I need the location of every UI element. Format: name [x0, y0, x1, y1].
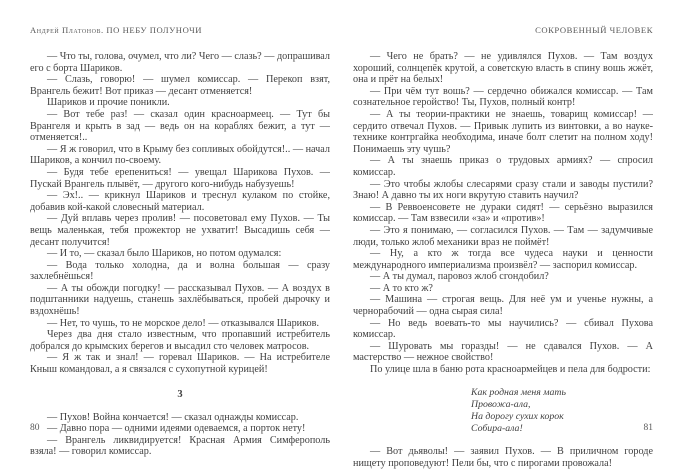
paragraph: — Эх!.. — крикнул Шариков и треснул кулаком по стойке, добавив кой-какой словесный материал.: [30, 190, 330, 213]
section-number: 3: [177, 388, 183, 400]
paragraph: — Давно пора — одними идеями одеваемся, а порток нету!: [47, 423, 306, 435]
running-head-right: СОКРОВЕННЫЙ ЧЕЛОВЕК: [535, 25, 653, 35]
page-number-right: 81: [643, 423, 653, 433]
verse-line: Как родная меня мать: [471, 386, 566, 398]
paragraph: — Будя тебе ерепениться! — увещал Шарикова Пухов. — Пускай Врангель плывёт, — другого кого-нибудь набузуешь!: [30, 166, 330, 190]
page-left-body: [30, 51, 330, 376]
paragraph: — Чего не брать? — не удивлялся Пухов. — Там воздух хороший, солнцепёк крутой, а советскую власть в спину вошь жжёт, она и прёт на белых!: [353, 51, 653, 86]
paragraph: — Слазь, говорю! — шумел комиссар. — Перекоп взят, Врангель бежит! Вот приказ — десант отменяется!: [30, 74, 330, 97]
running-head-left: Андрей Платонов. ПО НЕБУ ПОЛУНОЧИ: [30, 25, 202, 35]
verse-line: Провожа-ала,: [471, 398, 531, 410]
paragraph: — А ты обожди погодку! — рассказывал Пухов. — А воздух в подштанники надуешь, станешь захлёбываться, пробей дырочку и вздохнёшь!: [30, 282, 330, 318]
paragraph: — А ты знаешь приказ о трудовых армиях? — спросил комиссар.: [353, 155, 653, 178]
page-left-section-body: [30, 412, 330, 458]
paragraph: Через два дня стало известным, что пропавший истребитель добрался до крымских берегов и высадил сто человек матросов.: [30, 329, 330, 352]
paragraph: — Что ты, голова, очумел, что ли? Чего — слазь? — допрашивал его с борта Шариков.: [30, 51, 330, 74]
paragraph: — А ты теории-практики не знаешь, товарищ комиссар! — сердито отвечал Пухов. — Привык лупить из винтовки, а во науке-технике контргайка необходима, иначе болт слетит на полном ходу! Понимаешь эту чушь?: [353, 108, 653, 155]
page-right: [340, 0, 680, 470]
paragraph: — Врангель ликвидируется! Красная Армия Симферополь взяла! — говорил комиссар.: [30, 434, 330, 458]
paragraph: — Это я понимаю, — согласился Пухов. — Там — задумчивые люди, только жлоб механики враз не поймёт!: [353, 224, 653, 248]
verse-line: Собира-ала!: [471, 423, 523, 435]
paragraph: — И то, — сказал было Шариков, но потом одумался:: [47, 248, 282, 260]
paragraph: — Вода только холодна, да и волна большая — сразу захлебнёшься!: [30, 259, 330, 283]
paragraph: — Вот дьяволы! — заявил Пухов. — В приличном городе нищету проповедуют! Пели бы, что с пирогами провожала!: [353, 446, 653, 470]
paragraph: — Я ж так и знал! — горевал Шариков. — На истребителе Кныш командовал, а я связался с сухопутной курицей!: [30, 352, 330, 376]
paragraph: — Вот тебе раз! — сказал один красноармеец. — Тут бы Врангеля и крыть в зад — ведь он на кораблях бежит, а тут — отменяется!..: [30, 108, 330, 144]
paragraph: — При чём тут вошь? — сердечно обижался комиссар. — Там сознательное геройство! Ты, Пухов, полный контр!: [353, 85, 653, 109]
paragraph: — Пухов! Война кончается! — сказал однажды комиссар.: [47, 411, 299, 423]
paragraph: — Это чтобы жлобы слесарями сразу стали и заводы пустили? Знаю! А давно ты их ноги вкрутую ставить научил?: [353, 178, 653, 202]
paragraph: Шариков и прочие поникли.: [47, 97, 170, 109]
paragraph: — Машина — строгая вещь. Для неё ум и ученье нужны, а чернорабочий — одна сырая сила!: [353, 294, 653, 318]
paragraph: — Я ж говорил, что в Крыму без сопливых обойдутся!.. — начал Шариков, а кончил по-своему.: [30, 143, 330, 167]
page-right-body-after-verse: [353, 446, 653, 469]
verse-line: На дорогу сухих корок: [471, 411, 564, 423]
paragraph: — А ты думал, паровоз жлоб сгондобил?: [370, 271, 549, 283]
page-number-left: 80: [30, 423, 40, 433]
page-right-body: [353, 51, 653, 376]
paragraph: — Ну, а кто ж тогда все чудеса науки и ценности международного империализма произвёл? — заспорил комиссар.: [353, 248, 653, 271]
verse-block: [471, 387, 653, 436]
page-left: [0, 0, 340, 466]
paragraph: — А то кто ж?: [370, 282, 433, 294]
paragraph: По улице шла в баню рота красноармейцев и пела для бодрости:: [370, 364, 651, 376]
paragraph: — Нет, то чушь, то не морское дело! — отказывался Шариков.: [47, 317, 320, 329]
paragraph: — Но ведь воевать-то мы научились? — сбивал Пухова комиссар.: [353, 317, 653, 341]
paragraph: — Шуровать мы горазды! — не сдавался Пухов. — А мастерство — нежное свойство!: [353, 340, 653, 364]
paragraph: — Дуй вплавь через пролив! — посоветовал ему Пухов. — Ты вещь маленькая, тебя прожектор не ухватит! Высадишь себя — десант получится!: [30, 213, 330, 248]
paragraph: — В Реввоенсовете не дураки сидят! — серьёзно выразился комиссар. — Там взвесили «за» и «против»!: [353, 201, 653, 225]
